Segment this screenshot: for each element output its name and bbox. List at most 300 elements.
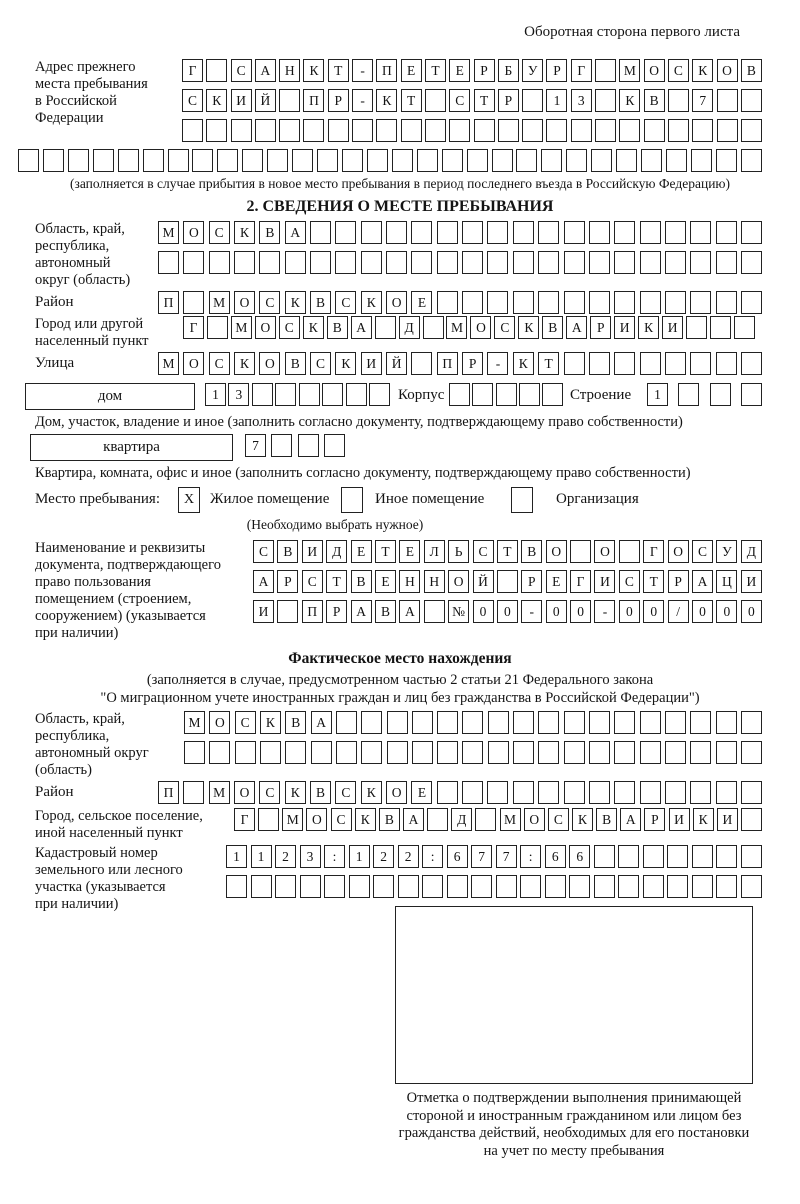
char-cell[interactable]	[569, 875, 590, 898]
char-cell[interactable]	[386, 221, 407, 244]
char-cell[interactable]	[589, 291, 610, 314]
char-cell[interactable]	[462, 741, 483, 764]
char-cell[interactable]	[690, 221, 711, 244]
char-cell[interactable]	[475, 808, 496, 831]
char-cell[interactable]	[589, 711, 610, 734]
char-cell[interactable]: В	[644, 89, 665, 112]
char-cell[interactable]	[498, 119, 519, 142]
char-cell[interactable]	[686, 316, 707, 339]
char-cell[interactable]	[300, 875, 321, 898]
char-cell[interactable]: 6	[569, 845, 590, 868]
char-cell[interactable]: К	[513, 352, 534, 375]
char-cell[interactable]	[361, 711, 382, 734]
char-cell[interactable]: Е	[375, 570, 396, 593]
char-cell[interactable]	[449, 119, 470, 142]
char-cell[interactable]	[361, 221, 382, 244]
char-cell[interactable]	[564, 741, 585, 764]
char-cell[interactable]	[335, 251, 356, 274]
char-cell[interactable]: О	[386, 291, 407, 314]
char-cell[interactable]: Р	[326, 600, 347, 623]
char-cell[interactable]: Т	[474, 89, 495, 112]
char-cell[interactable]	[571, 119, 592, 142]
char-cell[interactable]	[541, 149, 562, 172]
char-cell[interactable]	[376, 119, 397, 142]
char-cell[interactable]: К	[260, 711, 281, 734]
char-cell[interactable]: С	[209, 221, 230, 244]
char-cell[interactable]: К	[572, 808, 593, 831]
char-cell[interactable]: Е	[546, 570, 567, 593]
char-cell[interactable]	[183, 291, 204, 314]
char-cell[interactable]	[516, 149, 537, 172]
char-cell[interactable]: М	[231, 316, 252, 339]
char-cell[interactable]	[423, 316, 444, 339]
char-cell[interactable]: С	[209, 352, 230, 375]
checkbox-zhiloe[interactable]: X	[178, 487, 200, 513]
char-cell[interactable]: К	[692, 59, 713, 82]
char-cell[interactable]	[665, 711, 686, 734]
char-cell[interactable]: П	[158, 291, 179, 314]
char-cell[interactable]: О	[209, 711, 230, 734]
char-cell[interactable]: А	[351, 600, 372, 623]
char-cell[interactable]: Т	[401, 89, 422, 112]
char-cell[interactable]: О	[524, 808, 545, 831]
char-cell[interactable]: 1	[647, 383, 668, 406]
char-cell[interactable]	[692, 119, 713, 142]
char-cell[interactable]	[422, 875, 443, 898]
char-cell[interactable]: 0	[741, 600, 762, 623]
char-cell[interactable]: К	[285, 291, 306, 314]
char-cell[interactable]	[417, 149, 438, 172]
char-cell[interactable]: 1	[251, 845, 272, 868]
char-cell[interactable]: Т	[497, 540, 518, 563]
char-cell[interactable]	[492, 149, 513, 172]
char-cell[interactable]	[336, 741, 357, 764]
char-cell[interactable]: Р	[590, 316, 611, 339]
char-cell[interactable]	[209, 741, 230, 764]
char-cell[interactable]: В	[327, 316, 348, 339]
char-cell[interactable]	[513, 741, 534, 764]
char-cell[interactable]	[616, 149, 637, 172]
char-cell[interactable]	[640, 741, 661, 764]
char-cell[interactable]: С	[259, 291, 280, 314]
char-cell[interactable]	[462, 781, 483, 804]
char-cell[interactable]	[589, 781, 610, 804]
char-cell[interactable]: 6	[545, 845, 566, 868]
char-cell[interactable]	[589, 221, 610, 244]
char-cell[interactable]: К	[376, 89, 397, 112]
char-cell[interactable]: П	[376, 59, 397, 82]
char-cell[interactable]: -	[487, 352, 508, 375]
char-cell[interactable]	[594, 845, 615, 868]
char-cell[interactable]	[285, 251, 306, 274]
char-cell[interactable]	[716, 352, 737, 375]
char-cell[interactable]	[352, 119, 373, 142]
char-cell[interactable]	[299, 383, 320, 406]
char-cell[interactable]	[668, 119, 689, 142]
char-cell[interactable]	[324, 434, 345, 457]
char-cell[interactable]: 3	[228, 383, 249, 406]
char-cell[interactable]: В	[310, 781, 331, 804]
char-cell[interactable]	[277, 600, 298, 623]
char-cell[interactable]	[68, 149, 89, 172]
char-cell[interactable]: К	[518, 316, 539, 339]
char-cell[interactable]: Б	[498, 59, 519, 82]
char-cell[interactable]	[668, 89, 689, 112]
char-cell[interactable]: С	[335, 291, 356, 314]
char-cell[interactable]: Л	[424, 540, 445, 563]
char-cell[interactable]: И	[717, 808, 738, 831]
char-cell[interactable]: А	[399, 600, 420, 623]
char-cell[interactable]	[437, 221, 458, 244]
char-cell[interactable]	[231, 119, 252, 142]
char-cell[interactable]: Т	[375, 540, 396, 563]
char-cell[interactable]: А	[566, 316, 587, 339]
char-cell[interactable]	[474, 119, 495, 142]
char-cell[interactable]	[690, 711, 711, 734]
char-cell[interactable]: П	[158, 781, 179, 804]
char-cell[interactable]	[614, 251, 635, 274]
char-cell[interactable]	[387, 741, 408, 764]
char-cell[interactable]	[401, 119, 422, 142]
char-cell[interactable]: В	[285, 352, 306, 375]
char-cell[interactable]	[542, 383, 563, 406]
char-cell[interactable]: А	[311, 711, 332, 734]
char-cell[interactable]	[564, 711, 585, 734]
char-cell[interactable]: Г	[182, 59, 203, 82]
char-cell[interactable]: 2	[373, 845, 394, 868]
char-cell[interactable]: А	[285, 221, 306, 244]
char-cell[interactable]: Г	[643, 540, 664, 563]
char-cell[interactable]: Г	[570, 570, 591, 593]
char-cell[interactable]: В	[259, 221, 280, 244]
char-cell[interactable]: Е	[399, 540, 420, 563]
char-cell[interactable]	[158, 251, 179, 274]
char-cell[interactable]: Д	[399, 316, 420, 339]
char-cell[interactable]	[665, 291, 686, 314]
char-cell[interactable]	[716, 251, 737, 274]
char-cell[interactable]	[519, 383, 540, 406]
char-cell[interactable]: А	[403, 808, 424, 831]
char-cell[interactable]: М	[282, 808, 303, 831]
char-cell[interactable]	[424, 600, 445, 623]
char-cell[interactable]: 0	[619, 600, 640, 623]
char-cell[interactable]: Т	[328, 59, 349, 82]
char-cell[interactable]	[292, 149, 313, 172]
char-cell[interactable]: -	[352, 59, 373, 82]
char-cell[interactable]: О	[644, 59, 665, 82]
char-cell[interactable]: Й	[473, 570, 494, 593]
char-cell[interactable]	[741, 221, 762, 244]
char-cell[interactable]	[427, 808, 448, 831]
char-cell[interactable]	[716, 781, 737, 804]
char-cell[interactable]: В	[375, 600, 396, 623]
char-cell[interactable]: Н	[424, 570, 445, 593]
char-cell[interactable]: :	[324, 845, 345, 868]
char-cell[interactable]: 0	[546, 600, 567, 623]
char-cell[interactable]	[513, 221, 534, 244]
char-cell[interactable]	[487, 291, 508, 314]
char-cell[interactable]	[442, 149, 463, 172]
char-cell[interactable]: В	[596, 808, 617, 831]
char-cell[interactable]	[595, 89, 616, 112]
char-cell[interactable]	[462, 711, 483, 734]
char-cell[interactable]	[217, 149, 238, 172]
char-cell[interactable]: М	[446, 316, 467, 339]
char-cell[interactable]: И	[741, 570, 762, 593]
char-cell[interactable]	[618, 845, 639, 868]
char-cell[interactable]	[43, 149, 64, 172]
char-cell[interactable]	[690, 352, 711, 375]
char-cell[interactable]	[513, 291, 534, 314]
char-cell[interactable]	[184, 741, 205, 764]
char-cell[interactable]	[520, 875, 541, 898]
char-cell[interactable]: П	[302, 600, 323, 623]
char-cell[interactable]	[425, 119, 446, 142]
char-cell[interactable]: 0	[497, 600, 518, 623]
char-cell[interactable]: О	[546, 540, 567, 563]
char-cell[interactable]: А	[620, 808, 641, 831]
char-cell[interactable]	[252, 383, 273, 406]
char-cell[interactable]: С	[302, 570, 323, 593]
char-cell[interactable]: Н	[399, 570, 420, 593]
char-cell[interactable]	[640, 352, 661, 375]
char-cell[interactable]	[665, 781, 686, 804]
char-cell[interactable]	[564, 291, 585, 314]
char-cell[interactable]	[640, 781, 661, 804]
char-cell[interactable]	[311, 741, 332, 764]
char-cell[interactable]: Р	[668, 570, 689, 593]
char-cell[interactable]	[328, 119, 349, 142]
char-cell[interactable]: В	[379, 808, 400, 831]
char-cell[interactable]	[741, 383, 762, 406]
char-cell[interactable]	[437, 711, 458, 734]
char-cell[interactable]	[226, 875, 247, 898]
char-cell[interactable]: -	[521, 600, 542, 623]
char-cell[interactable]	[335, 221, 356, 244]
char-cell[interactable]	[618, 875, 639, 898]
char-cell[interactable]	[538, 251, 559, 274]
char-cell[interactable]: 1	[226, 845, 247, 868]
char-cell[interactable]: Р	[521, 570, 542, 593]
char-cell[interactable]: В	[521, 540, 542, 563]
char-cell[interactable]: О	[234, 291, 255, 314]
char-cell[interactable]	[513, 781, 534, 804]
char-cell[interactable]: С	[331, 808, 352, 831]
char-cell[interactable]	[546, 119, 567, 142]
char-cell[interactable]	[644, 119, 665, 142]
char-cell[interactable]	[361, 251, 382, 274]
char-cell[interactable]: С	[335, 781, 356, 804]
char-cell[interactable]	[741, 875, 762, 898]
char-cell[interactable]	[260, 741, 281, 764]
char-cell[interactable]	[741, 119, 762, 142]
char-cell[interactable]: Р	[328, 89, 349, 112]
char-cell[interactable]	[271, 434, 292, 457]
char-cell[interactable]	[589, 741, 610, 764]
char-cell[interactable]	[640, 251, 661, 274]
char-cell[interactable]: О	[470, 316, 491, 339]
char-cell[interactable]	[741, 845, 762, 868]
char-cell[interactable]	[538, 291, 559, 314]
char-cell[interactable]: М	[619, 59, 640, 82]
char-cell[interactable]	[538, 711, 559, 734]
char-cell[interactable]: О	[386, 781, 407, 804]
char-cell[interactable]: И	[231, 89, 252, 112]
char-cell[interactable]	[545, 875, 566, 898]
char-cell[interactable]	[741, 711, 762, 734]
char-cell[interactable]	[375, 316, 396, 339]
char-cell[interactable]: А	[692, 570, 713, 593]
char-cell[interactable]	[538, 781, 559, 804]
char-cell[interactable]: С	[182, 89, 203, 112]
char-cell[interactable]: С	[259, 781, 280, 804]
char-cell[interactable]	[425, 89, 446, 112]
char-cell[interactable]	[207, 316, 228, 339]
char-cell[interactable]	[373, 875, 394, 898]
char-cell[interactable]	[614, 352, 635, 375]
char-cell[interactable]: Е	[411, 291, 432, 314]
char-cell[interactable]: С	[548, 808, 569, 831]
char-cell[interactable]	[716, 875, 737, 898]
char-cell[interactable]	[206, 59, 227, 82]
char-cell[interactable]	[522, 89, 543, 112]
char-cell[interactable]	[717, 119, 738, 142]
char-cell[interactable]	[640, 291, 661, 314]
char-cell[interactable]	[614, 291, 635, 314]
char-cell[interactable]	[251, 875, 272, 898]
char-cell[interactable]: Е	[411, 781, 432, 804]
char-cell[interactable]	[487, 781, 508, 804]
char-cell[interactable]	[411, 221, 432, 244]
char-cell[interactable]: Д	[741, 540, 762, 563]
char-cell[interactable]: К	[234, 221, 255, 244]
char-cell[interactable]	[741, 251, 762, 274]
char-cell[interactable]	[411, 352, 432, 375]
char-cell[interactable]: С	[231, 59, 252, 82]
char-cell[interactable]: 0	[692, 600, 713, 623]
char-cell[interactable]	[183, 251, 204, 274]
char-cell[interactable]: В	[285, 711, 306, 734]
char-cell[interactable]	[411, 251, 432, 274]
char-cell[interactable]	[716, 741, 737, 764]
house-box[interactable]: дом	[25, 383, 195, 410]
char-cell[interactable]	[667, 845, 688, 868]
char-cell[interactable]: П	[303, 89, 324, 112]
char-cell[interactable]	[614, 221, 635, 244]
char-cell[interactable]: О	[717, 59, 738, 82]
char-cell[interactable]: :	[520, 845, 541, 868]
char-cell[interactable]: П	[437, 352, 458, 375]
char-cell[interactable]: 6	[447, 845, 468, 868]
char-cell[interactable]: 3	[571, 89, 592, 112]
char-cell[interactable]	[716, 221, 737, 244]
char-cell[interactable]	[666, 149, 687, 172]
char-cell[interactable]	[570, 540, 591, 563]
char-cell[interactable]	[591, 149, 612, 172]
char-cell[interactable]	[538, 741, 559, 764]
char-cell[interactable]: С	[279, 316, 300, 339]
char-cell[interactable]	[710, 383, 731, 406]
char-cell[interactable]: Й	[386, 352, 407, 375]
char-cell[interactable]	[168, 149, 189, 172]
char-cell[interactable]: Ь	[448, 540, 469, 563]
char-cell[interactable]	[322, 383, 343, 406]
char-cell[interactable]: В	[351, 570, 372, 593]
char-cell[interactable]: :	[422, 845, 443, 868]
char-cell[interactable]: 0	[570, 600, 591, 623]
char-cell[interactable]	[467, 149, 488, 172]
char-cell[interactable]	[496, 383, 517, 406]
char-cell[interactable]: И	[253, 600, 274, 623]
checkbox-organizaciya[interactable]	[511, 487, 533, 513]
char-cell[interactable]: И	[594, 570, 615, 593]
char-cell[interactable]	[471, 875, 492, 898]
char-cell[interactable]: В	[741, 59, 762, 82]
char-cell[interactable]: И	[614, 316, 635, 339]
char-cell[interactable]: И	[361, 352, 382, 375]
char-cell[interactable]	[538, 221, 559, 244]
char-cell[interactable]: У	[716, 540, 737, 563]
char-cell[interactable]: Г	[183, 316, 204, 339]
char-cell[interactable]	[369, 383, 390, 406]
char-cell[interactable]: О	[234, 781, 255, 804]
char-cell[interactable]: /	[668, 600, 689, 623]
char-cell[interactable]: О	[259, 352, 280, 375]
char-cell[interactable]: И	[662, 316, 683, 339]
char-cell[interactable]: С	[253, 540, 274, 563]
char-cell[interactable]: Н	[279, 59, 300, 82]
char-cell[interactable]	[741, 352, 762, 375]
char-cell[interactable]	[589, 251, 610, 274]
char-cell[interactable]	[437, 251, 458, 274]
char-cell[interactable]	[619, 119, 640, 142]
char-cell[interactable]	[336, 711, 357, 734]
char-cell[interactable]	[488, 741, 509, 764]
char-cell[interactable]	[716, 149, 737, 172]
char-cell[interactable]: А	[253, 570, 274, 593]
char-cell[interactable]	[594, 875, 615, 898]
char-cell[interactable]	[665, 221, 686, 244]
char-cell[interactable]	[462, 291, 483, 314]
char-cell[interactable]: К	[303, 316, 324, 339]
char-cell[interactable]: О	[183, 352, 204, 375]
char-cell[interactable]	[93, 149, 114, 172]
char-cell[interactable]	[690, 251, 711, 274]
char-cell[interactable]: С	[619, 570, 640, 593]
char-cell[interactable]	[367, 149, 388, 172]
char-cell[interactable]	[741, 89, 762, 112]
confirmation-mark-box[interactable]	[395, 906, 753, 1084]
char-cell[interactable]: -	[352, 89, 373, 112]
char-cell[interactable]: 0	[716, 600, 737, 623]
char-cell[interactable]: С	[668, 59, 689, 82]
char-cell[interactable]	[242, 149, 263, 172]
char-cell[interactable]: Г	[234, 808, 255, 831]
char-cell[interactable]: 2	[275, 845, 296, 868]
char-cell[interactable]	[665, 251, 686, 274]
char-cell[interactable]	[643, 875, 664, 898]
char-cell[interactable]: 3	[300, 845, 321, 868]
char-cell[interactable]: К	[361, 291, 382, 314]
char-cell[interactable]	[710, 316, 731, 339]
char-cell[interactable]: Д	[326, 540, 347, 563]
char-cell[interactable]: Д	[451, 808, 472, 831]
char-cell[interactable]: В	[310, 291, 331, 314]
char-cell[interactable]	[206, 119, 227, 142]
char-cell[interactable]	[497, 570, 518, 593]
char-cell[interactable]	[741, 808, 762, 831]
char-cell[interactable]	[488, 711, 509, 734]
